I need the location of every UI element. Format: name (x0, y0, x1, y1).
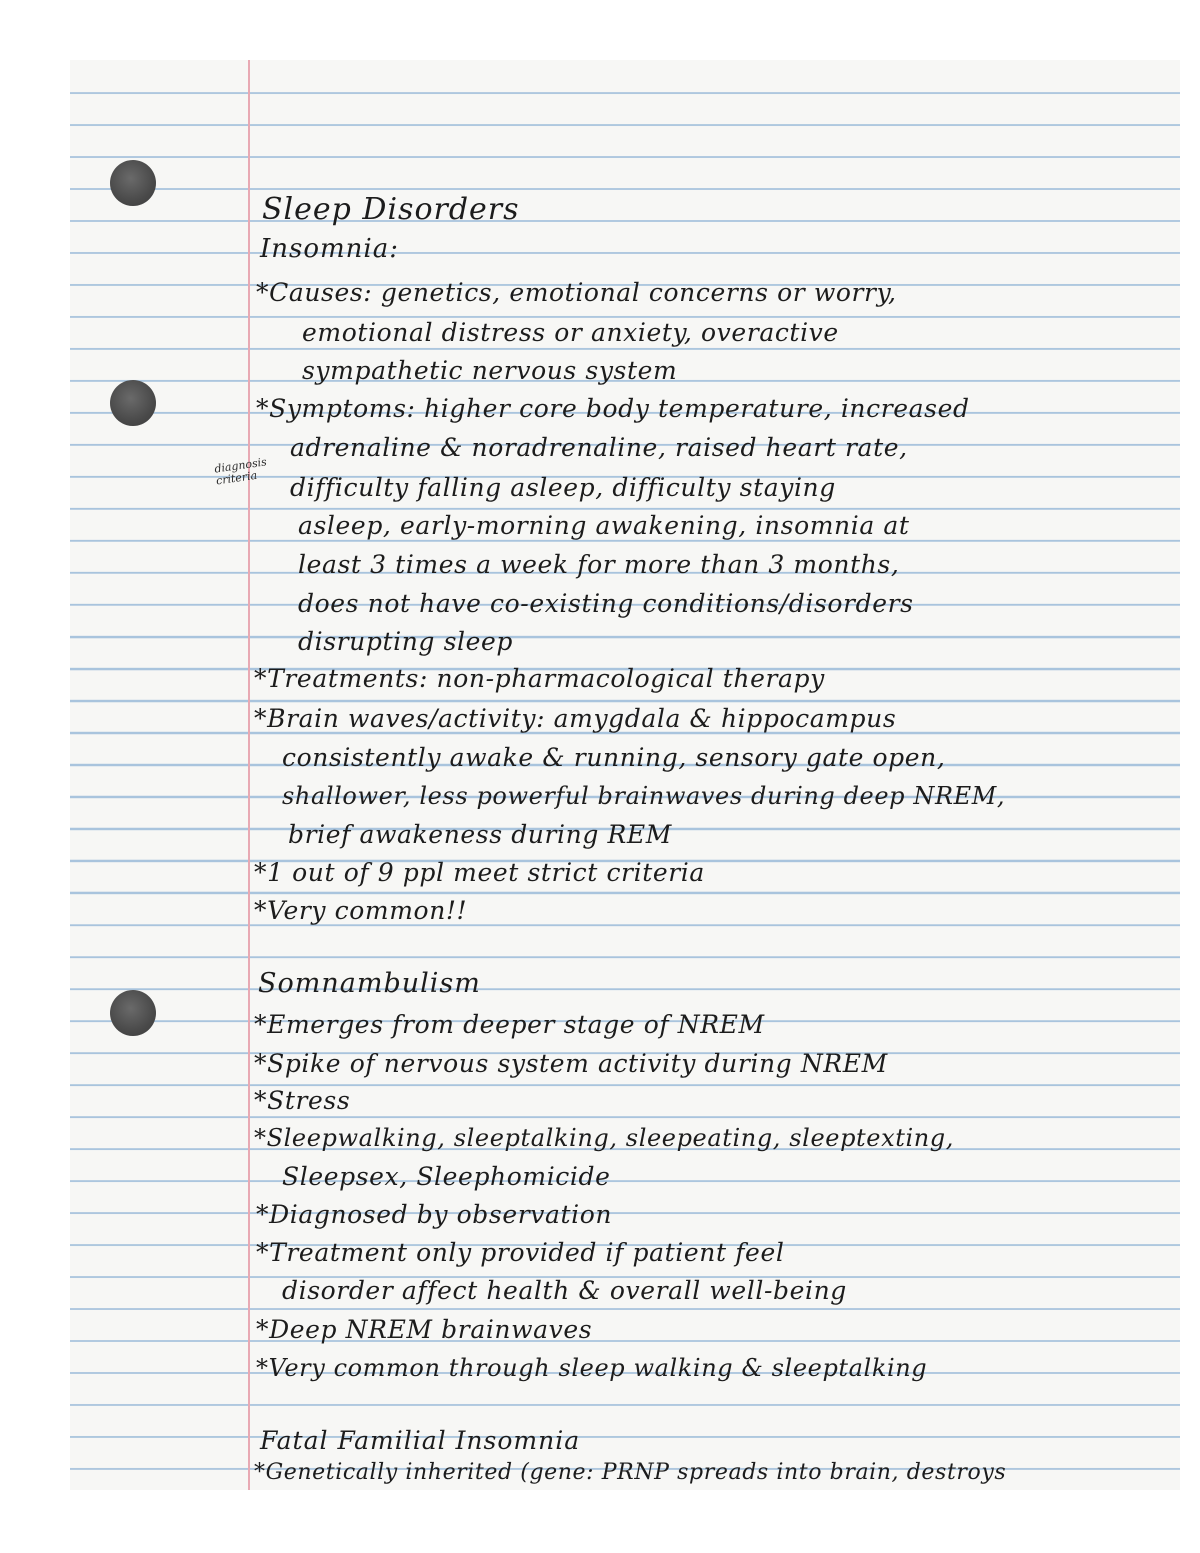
note-line: *Diagnosed by observation (256, 1200, 613, 1229)
note-line: *Deep NREM brainwaves (256, 1315, 593, 1344)
note-line: adrenaline & noradrenaline, raised heart rate, (290, 433, 908, 462)
note-line: *Treatment only provided if patient feel (256, 1238, 785, 1267)
note-line: *Spike of nervous system activity during NREM (254, 1049, 888, 1078)
section-heading-fatal-familial-insomnia: Fatal Familial Insomnia (260, 1426, 581, 1455)
section-heading-somnambulism: Somnambulism (258, 968, 481, 999)
note-line: Sleepsex, Sleephomicide (282, 1162, 611, 1191)
note-line: *Treatments: non-pharmacological therapy (254, 664, 825, 693)
note-line: emotional distress or anxiety, overactive (302, 318, 839, 347)
note-line: disorder affect health & overall well-being (282, 1276, 847, 1305)
margin-line (248, 60, 250, 1490)
note-line: *Very common through sleep walking & sleeptalking (256, 1354, 928, 1382)
note-line: *Emerges from deeper stage of NREM (254, 1010, 765, 1039)
section-heading-insomnia: Insomnia: (260, 234, 399, 264)
note-line: *Genetically inherited (gene: PRNP spreads into brain, destroys (254, 1460, 1007, 1485)
note-line: *Causes: genetics, emotional concerns or worry, (256, 278, 897, 307)
margin-note: diagnosis criteria (213, 455, 268, 488)
note-line: asleep, early-morning awakening, insomnia at (298, 511, 910, 540)
note-line: shallower, less powerful brainwaves during deep NREM, (282, 782, 1006, 810)
note-line: consistently awake & running, sensory gate open, (282, 743, 946, 772)
note-line: sympathetic nervous system (302, 356, 678, 385)
note-line: *1 out of 9 ppl meet strict criteria (254, 858, 705, 887)
binder-hole-top (110, 160, 156, 206)
note-line: least 3 times a week for more than 3 months, (298, 550, 900, 579)
note-line: *Brain waves/activity: amygdala & hippocampus (254, 704, 897, 733)
page-title: Sleep Disorders (262, 192, 520, 227)
note-line: disrupting sleep (298, 627, 513, 656)
note-line: *Very common!! (254, 896, 468, 925)
notebook-page (70, 60, 1180, 1490)
note-line: *Stress (254, 1086, 351, 1115)
binder-hole-middle (110, 380, 156, 426)
note-line: *Sleepwalking, sleeptalking, sleepeating, sleeptexting, (254, 1124, 954, 1152)
note-line: difficulty falling asleep, difficulty staying (290, 473, 836, 502)
note-line: *Symptoms: higher core body temperature, increased (256, 394, 970, 423)
note-line: brief awakeness during REM (288, 820, 672, 849)
binder-hole-bottom (110, 990, 156, 1036)
note-line: does not have co-existing conditions/disorders (298, 589, 914, 618)
